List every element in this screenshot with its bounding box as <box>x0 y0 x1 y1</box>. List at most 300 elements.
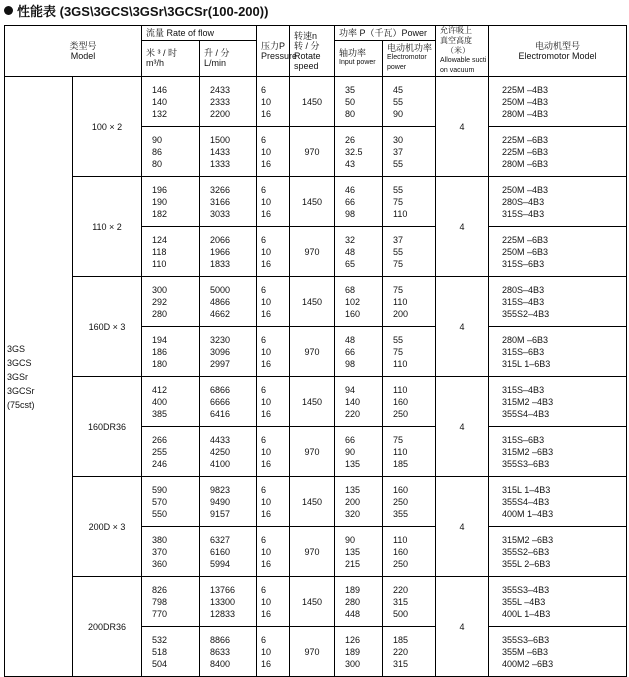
motor-model-value: 225M –6B3 <box>502 234 549 245</box>
motor-power-value: 110 <box>393 384 408 395</box>
flow-lmin-value: 6160 <box>210 546 231 557</box>
header-input-cn: 轴功率 <box>339 48 367 59</box>
flow-m3h-cell <box>142 627 200 677</box>
pressure-value: 10 <box>261 546 272 557</box>
header-suction-en1: Allowable sucti <box>440 57 487 64</box>
flow-lmin-value: 2433 <box>210 84 231 95</box>
flow-m3h-cell <box>142 177 200 227</box>
flow-lmin-cell <box>200 577 257 627</box>
flow-m3h-value: 86 <box>152 146 163 157</box>
flow-lmin-value: 6866 <box>210 384 231 395</box>
input-power-value: 135 <box>345 546 361 557</box>
input-power-value: 32.5 <box>345 146 363 157</box>
motor-power-value: 75 <box>393 258 404 269</box>
flow-m3h-value: 140 <box>152 96 168 107</box>
flow-m3h-value: 532 <box>152 634 168 645</box>
motor-power-cell <box>383 627 436 677</box>
input-power-value: 280 <box>345 596 361 607</box>
flow-lmin-value: 6666 <box>210 396 231 407</box>
motor-power-value: 55 <box>393 334 404 345</box>
input-power-value: 320 <box>345 508 361 519</box>
flow-m3h-value: 400 <box>152 396 168 407</box>
pressure-value: 6 <box>261 84 267 95</box>
motor-power-value: 55 <box>393 96 404 107</box>
input-power-value: 48 <box>345 334 356 345</box>
motor-power-cell <box>383 577 436 627</box>
pressure-cell <box>257 377 290 427</box>
flow-lmin-value: 1500 <box>210 134 231 145</box>
motor-model-value: 355S3–6B3 <box>502 634 550 645</box>
pressure-cell <box>257 127 290 177</box>
input-power-value: 160 <box>345 308 361 319</box>
motor-power-value: 110 <box>393 446 408 457</box>
motor-power-value: 220 <box>393 584 409 595</box>
flow-m3h-cell <box>142 127 200 177</box>
motor-power-value: 75 <box>393 284 404 295</box>
flow-m3h-value: 370 <box>152 546 168 557</box>
motor-model-value: 355L –4B3 <box>502 596 546 607</box>
flow-m3h-value: 412 <box>152 384 168 395</box>
input-power-cell <box>335 377 383 427</box>
motor-power-value: 185 <box>393 634 409 645</box>
flow-lmin-value: 3096 <box>210 346 231 357</box>
input-power-cell <box>335 177 383 227</box>
input-power-value: 126 <box>345 634 361 645</box>
flow-lmin-value: 6327 <box>210 534 231 545</box>
header-motor-en1: Electromotor <box>387 54 427 62</box>
series-label: 3GCSr <box>7 385 35 396</box>
input-power-value: 220 <box>345 408 361 419</box>
flow-lmin-value: 1833 <box>210 258 231 269</box>
pressure-value: 6 <box>261 284 267 295</box>
flow-m3h-value: 360 <box>152 558 168 569</box>
header-suction-cn2: 真空高度 <box>440 36 473 45</box>
header-flow-m3h <box>142 40 200 76</box>
motor-model-cell <box>489 277 627 327</box>
input-power-value: 80 <box>345 108 356 119</box>
motor-power-value: 315 <box>393 658 409 669</box>
motor-model-cell <box>489 77 627 127</box>
motor-power-value: 75 <box>393 346 404 357</box>
flow-lmin-value: 1966 <box>210 246 231 257</box>
flow-lmin-value: 13766 <box>210 584 236 595</box>
flow-m3h-value: 826 <box>152 584 168 595</box>
input-power-value: 90 <box>345 446 356 457</box>
pressure-value: 6 <box>261 134 267 145</box>
speed-cell: 1450 <box>290 477 335 527</box>
input-power-cell <box>335 627 383 677</box>
header-motor-en2: power <box>387 64 407 72</box>
pressure-value: 6 <box>261 434 267 445</box>
input-power-value: 200 <box>345 496 361 507</box>
motor-model-cell <box>489 127 627 177</box>
input-power-value: 300 <box>345 658 361 669</box>
pressure-cell <box>257 177 290 227</box>
motor-model-value: 250M –6B3 <box>502 246 549 257</box>
flow-lmin-value: 4662 <box>210 308 231 319</box>
pressure-value: 16 <box>261 308 272 319</box>
pressure-cell <box>257 277 290 327</box>
speed-cell: 970 <box>290 527 335 577</box>
header-input-en: Input power <box>339 59 376 67</box>
input-power-value: 215 <box>345 558 361 569</box>
motor-model-value: 355S2–6B3 <box>502 546 550 557</box>
pressure-value: 16 <box>261 208 272 219</box>
input-power-cell <box>335 477 383 527</box>
flow-m3h-cell <box>142 377 200 427</box>
input-power-value: 98 <box>345 358 356 369</box>
header-power-group <box>335 26 436 41</box>
motor-model-value: 400L 1–4B3 <box>502 608 551 619</box>
motor-power-cell <box>383 327 436 377</box>
performance-table <box>4 25 627 677</box>
motor-power-value: 160 <box>393 546 409 557</box>
header-input-power <box>335 40 383 76</box>
flow-lmin-value: 9490 <box>210 496 231 507</box>
motor-model-value: 315L 1–6B3 <box>502 358 551 369</box>
suction-cell: 4 <box>436 277 489 377</box>
input-power-cell <box>335 427 383 477</box>
header-speed-group: 转速n <box>294 31 318 41</box>
flow-m3h-value: 300 <box>152 284 168 295</box>
speed-cell: 970 <box>290 127 335 177</box>
motor-power-value: 200 <box>393 308 409 319</box>
motor-power-value: 110 <box>393 534 408 545</box>
motor-model-cell <box>489 177 627 227</box>
flow-m3h-cell <box>142 77 200 127</box>
motor-power-value: 75 <box>393 434 404 445</box>
header-flow-lmin-unit: L/min <box>204 58 227 69</box>
flow-m3h-cell <box>142 327 200 377</box>
motor-power-value: 185 <box>393 458 409 469</box>
motor-power-cell <box>383 377 436 427</box>
flow-m3h-value: 196 <box>152 184 168 195</box>
pressure-value: 6 <box>261 184 267 195</box>
table-row <box>5 377 627 427</box>
header-speed <box>290 26 335 77</box>
flow-lmin-value: 3230 <box>210 334 231 345</box>
flow-m3h-cell <box>142 477 200 527</box>
speed-cell: 970 <box>290 427 335 477</box>
pressure-cell <box>257 527 290 577</box>
motor-power-value: 220 <box>393 646 409 657</box>
type-cell: 160DR36 <box>73 377 142 477</box>
pressure-cell <box>257 627 290 677</box>
flow-lmin-value: 4433 <box>210 434 231 445</box>
speed-cell: 1450 <box>290 77 335 127</box>
input-power-value: 189 <box>345 584 361 595</box>
motor-model-value: 280M –4B3 <box>502 108 549 119</box>
pressure-value: 16 <box>261 358 272 369</box>
motor-power-value: 55 <box>393 158 404 169</box>
flow-lmin-cell <box>200 277 257 327</box>
flow-m3h-value: 380 <box>152 534 168 545</box>
pressure-value: 16 <box>261 408 272 419</box>
motor-power-cell <box>383 77 436 127</box>
type-cell: 160D × 3 <box>73 277 142 377</box>
speed-cell: 1450 <box>290 277 335 327</box>
input-power-value: 35 <box>345 84 356 95</box>
motor-power-value: 110 <box>393 208 408 219</box>
flow-lmin-value: 2997 <box>210 358 231 369</box>
header-flow-group <box>142 26 257 41</box>
flow-m3h-value: 280 <box>152 308 168 319</box>
input-power-value: 32 <box>345 234 356 245</box>
speed-cell: 1450 <box>290 177 335 227</box>
flow-m3h-value: 504 <box>152 658 168 669</box>
motor-model-cell <box>489 227 627 277</box>
flow-lmin-cell <box>200 127 257 177</box>
flow-lmin-cell <box>200 177 257 227</box>
flow-m3h-value: 798 <box>152 596 168 607</box>
flow-lmin-value: 2066 <box>210 234 231 245</box>
suction-cell: 4 <box>436 477 489 577</box>
flow-lmin-value: 9157 <box>210 508 231 519</box>
motor-model-value: 315S–4B3 <box>502 208 545 219</box>
header-pressure <box>257 26 298 77</box>
input-power-value: 46 <box>345 184 356 195</box>
flow-lmin-cell <box>200 327 257 377</box>
motor-model-value: 355S4–4B3 <box>502 496 550 507</box>
flow-lmin-value: 5994 <box>210 558 231 569</box>
motor-model-value: 355S3–4B3 <box>502 584 550 595</box>
series-label: 3GCS <box>7 357 32 368</box>
header-flow-group-label: 流量 Rate of flow <box>146 27 215 38</box>
pressure-value: 16 <box>261 258 272 269</box>
motor-power-value: 250 <box>393 408 409 419</box>
motor-model-cell <box>489 327 627 377</box>
pressure-value: 16 <box>261 158 272 169</box>
table-row <box>5 77 627 127</box>
input-power-value: 66 <box>345 346 356 357</box>
motor-power-value: 355 <box>393 508 409 519</box>
motor-model-cell <box>489 427 627 477</box>
input-power-cell <box>335 127 383 177</box>
input-power-value: 48 <box>345 246 356 257</box>
motor-model-value: 355L 2–6B3 <box>502 558 551 569</box>
suction-cell: 4 <box>436 77 489 177</box>
motor-power-value: 315 <box>393 596 409 607</box>
flow-lmin-value: 4866 <box>210 296 231 307</box>
flow-lmin-value: 2333 <box>210 96 231 107</box>
pressure-value: 6 <box>261 584 267 595</box>
flow-m3h-cell <box>142 277 200 327</box>
pressure-value: 6 <box>261 384 267 395</box>
motor-model-value: 355M –6B3 <box>502 646 549 657</box>
flow-m3h-value: 255 <box>152 446 168 457</box>
pressure-value: 6 <box>261 484 267 495</box>
header-power-group-label: 功率 P（千瓦）Power <box>339 27 428 38</box>
motor-model-cell <box>489 527 627 577</box>
flow-lmin-value: 12833 <box>210 608 236 619</box>
motor-power-value: 500 <box>393 608 409 619</box>
flow-m3h-value: 110 <box>152 258 167 269</box>
pressure-value: 10 <box>261 96 272 107</box>
input-power-value: 140 <box>345 396 361 407</box>
flow-m3h-value: 124 <box>152 234 168 245</box>
pressure-cell <box>257 227 290 277</box>
input-power-value: 66 <box>345 434 356 445</box>
flow-lmin-cell <box>200 377 257 427</box>
motor-power-cell <box>383 477 436 527</box>
motor-model-value: 225M –6B3 <box>502 146 549 157</box>
flow-m3h-value: 180 <box>152 358 168 369</box>
speed-cell: 970 <box>290 327 335 377</box>
pressure-value: 10 <box>261 446 272 457</box>
type-cell: 200DR36 <box>73 577 142 677</box>
suction-cell: 4 <box>436 177 489 277</box>
header-flow-m3h-cn: 米 ³ / 时 <box>146 48 178 59</box>
table-body <box>5 77 627 677</box>
input-power-value: 102 <box>345 296 361 307</box>
motor-power-value: 75 <box>393 196 404 207</box>
flow-lmin-value: 1333 <box>210 158 231 169</box>
motor-model-value: 315M2 –6B3 <box>502 446 554 457</box>
input-power-value: 50 <box>345 96 356 107</box>
flow-lmin-value: 8866 <box>210 634 231 645</box>
motor-power-value: 160 <box>393 484 409 495</box>
header-flow-m3h-unit: m³/h <box>146 58 165 69</box>
suction-cell: 4 <box>436 577 489 677</box>
pressure-value: 10 <box>261 346 272 357</box>
pressure-cell <box>257 577 290 627</box>
pressure-value: 10 <box>261 596 272 607</box>
motor-power-cell <box>383 527 436 577</box>
motor-model-cell <box>489 377 627 427</box>
motor-power-value: 37 <box>393 234 404 245</box>
header-flow-lmin-cn: 升 / 分 <box>204 48 230 59</box>
motor-model-value: 355S2–4B3 <box>502 308 550 319</box>
flow-m3h-value: 570 <box>152 496 168 507</box>
input-power-cell <box>335 77 383 127</box>
type-cell: 100 × 2 <box>73 77 142 177</box>
motor-model-value: 400M2 –6B3 <box>502 658 554 669</box>
flow-m3h-value: 80 <box>152 158 163 169</box>
series-cell <box>5 77 73 677</box>
flow-m3h-cell <box>142 527 200 577</box>
header-pressure-cn: 压力P <box>261 41 286 51</box>
pressure-value: 10 <box>261 196 272 207</box>
pressure-value: 16 <box>261 508 272 519</box>
motor-model-cell <box>489 577 627 627</box>
input-power-value: 98 <box>345 208 356 219</box>
flow-lmin-cell <box>200 427 257 477</box>
input-power-value: 189 <box>345 646 361 657</box>
motor-power-value: 30 <box>393 134 404 145</box>
flow-lmin-value: 2200 <box>210 108 231 119</box>
flow-m3h-value: 550 <box>152 508 168 519</box>
flow-m3h-value: 190 <box>152 196 168 207</box>
input-power-value: 135 <box>345 484 361 495</box>
motor-model-value: 250M –4B3 <box>502 184 549 195</box>
motor-model-value: 315S–4B3 <box>502 384 545 395</box>
motor-model-value: 315S–6B3 <box>502 346 545 357</box>
header-type <box>5 26 142 77</box>
bullet-icon <box>4 6 13 15</box>
header-type-cn: 类型号 <box>69 41 97 51</box>
motor-model-value: 315S–4B3 <box>502 296 545 307</box>
input-power-value: 65 <box>345 258 356 269</box>
table-row <box>5 177 627 227</box>
header-suction <box>436 26 489 77</box>
flow-m3h-cell <box>142 427 200 477</box>
motor-power-cell <box>383 177 436 227</box>
flow-m3h-value: 182 <box>152 208 168 219</box>
motor-model-value: 225M –6B3 <box>502 134 549 145</box>
pressure-value: 6 <box>261 634 267 645</box>
pressure-cell <box>257 77 290 127</box>
motor-power-value: 110 <box>393 358 408 369</box>
flow-lmin-value: 5000 <box>210 284 231 295</box>
flow-lmin-value: 9823 <box>210 484 231 495</box>
flow-lmin-cell <box>200 77 257 127</box>
series-label: 3GS <box>7 343 26 354</box>
header-speed-cn: 转 / 分 <box>294 41 320 51</box>
pressure-value: 16 <box>261 558 272 569</box>
motor-model-value: 280S–4B3 <box>502 196 545 207</box>
flow-lmin-value: 4100 <box>210 458 231 469</box>
flow-m3h-value: 132 <box>152 108 168 119</box>
header-motor-power <box>383 40 436 76</box>
flow-m3h-value: 146 <box>152 84 168 95</box>
motor-power-cell <box>383 127 436 177</box>
motor-model-cell <box>489 477 627 527</box>
title-text: 性能表 (3GS\3GCS\3GSr\3GCSr(100-200)) <box>17 4 269 19</box>
header-speed-en1: Rotate <box>294 51 321 61</box>
motor-power-cell <box>383 277 436 327</box>
input-power-cell <box>335 527 383 577</box>
motor-model-value: 315M2 –4B3 <box>502 396 554 407</box>
speed-cell: 970 <box>290 227 335 277</box>
flow-m3h-value: 186 <box>152 346 168 357</box>
flow-lmin-value: 4250 <box>210 446 231 457</box>
flow-lmin-cell <box>200 527 257 577</box>
pressure-value: 16 <box>261 658 272 669</box>
flow-lmin-value: 3033 <box>210 208 231 219</box>
motor-model-value: 315S–6B3 <box>502 434 545 445</box>
header-speed-en2: speed <box>294 61 319 71</box>
flow-lmin-value: 3266 <box>210 184 231 195</box>
flow-m3h-value: 246 <box>152 458 168 469</box>
type-cell: 110 × 2 <box>73 177 142 277</box>
series-label: 3GSr <box>7 371 29 382</box>
flow-m3h-value: 90 <box>152 134 163 145</box>
header-type-en: Model <box>70 51 96 61</box>
motor-model-value: 400M 1–4B3 <box>502 508 554 519</box>
pressure-value: 10 <box>261 496 272 507</box>
motor-power-cell <box>383 227 436 277</box>
header-model-cn: 电动机型号 <box>535 41 581 51</box>
motor-model-value: 355S4–4B3 <box>502 408 550 419</box>
motor-model-value: 250M –4B3 <box>502 96 549 107</box>
input-power-value: 90 <box>345 534 356 545</box>
motor-power-value: 250 <box>393 558 409 569</box>
motor-model-value: 315S–6B3 <box>502 258 545 269</box>
motor-model-value: 355S3–6B3 <box>502 458 550 469</box>
table-row <box>5 277 627 327</box>
pressure-value: 10 <box>261 296 272 307</box>
input-power-cell <box>335 227 383 277</box>
pressure-value: 10 <box>261 396 272 407</box>
flow-m3h-cell <box>142 577 200 627</box>
input-power-cell <box>335 577 383 627</box>
flow-lmin-value: 6416 <box>210 408 231 419</box>
flow-lmin-cell <box>200 627 257 677</box>
flow-m3h-value: 266 <box>152 434 168 445</box>
motor-model-value: 280M –6B3 <box>502 334 549 345</box>
speed-cell: 1450 <box>290 377 335 427</box>
series-label: (75cst) <box>7 399 35 410</box>
